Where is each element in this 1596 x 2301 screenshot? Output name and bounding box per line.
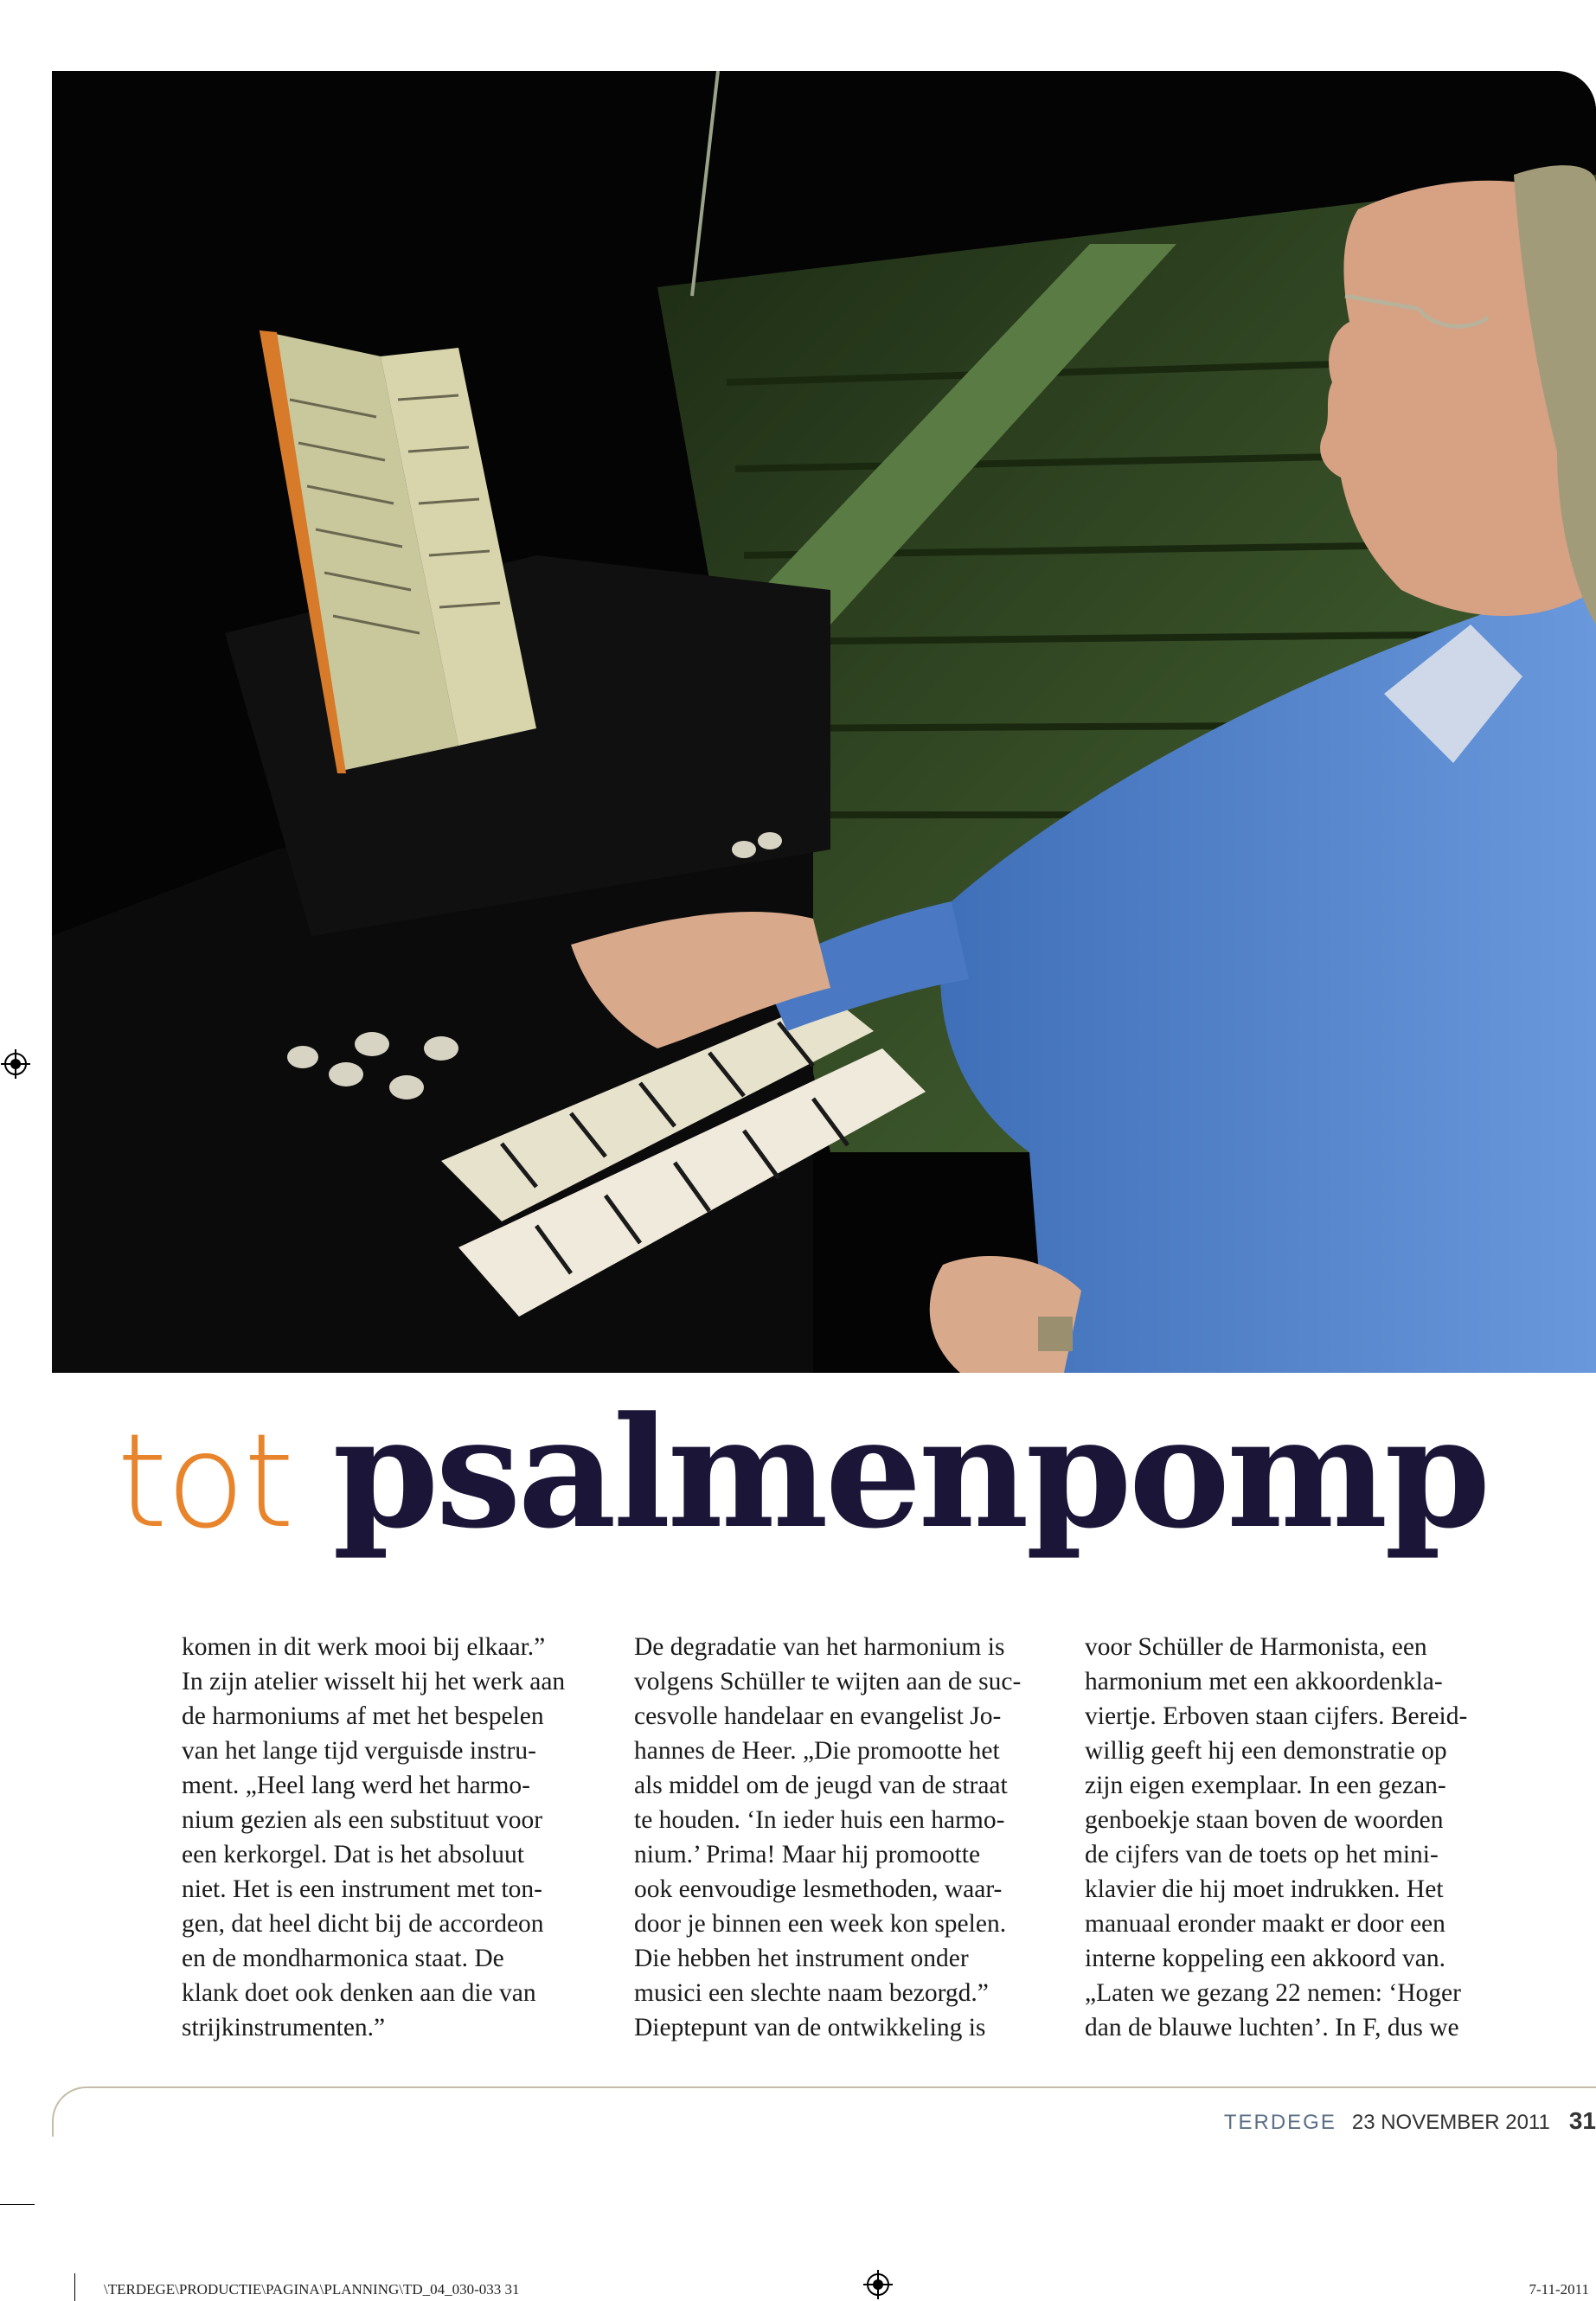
text-line: viertje. Erboven staan cijfers. Bereid- xyxy=(1085,1702,1468,1730)
text-line: een kerkorgel. Dat is het absoluut xyxy=(182,1841,524,1868)
text-line: nium gezien als een substituut voor xyxy=(182,1806,543,1834)
text-line: In zijn atelier wisselt hij het werk aan xyxy=(182,1668,566,1695)
text-line: cesvolle handelaar en evangelist Jo- xyxy=(634,1702,1002,1730)
text-line: Dieptepunt van de ontwikkeling is xyxy=(634,2014,986,2041)
text-line: en de mondharmonica staat. De xyxy=(182,1945,504,1972)
text-line: Die hebben het instrument onder xyxy=(634,1945,969,1972)
text-line: door je binnen een week kon spelen. xyxy=(634,1910,1007,1938)
text-line: „Laten we gezang 22 nemen: ‘Hoger xyxy=(1085,1979,1461,2007)
text-line: willig geeft hij een demonstratie op xyxy=(1085,1737,1447,1765)
text-line: niet. Het is een instrument met ton- xyxy=(182,1875,543,1903)
headline-bold-word: psalmenpomp xyxy=(332,1383,1488,1562)
text-line: genboekje staan boven de woorden xyxy=(1085,1806,1444,1834)
text-line: volgens Schüller te wijten aan de suc- xyxy=(634,1668,1022,1695)
text-line: nium.’ Prima! Maar hij promootte xyxy=(634,1841,981,1868)
text-line: de harmoniums af met het bespelen xyxy=(182,1702,544,1730)
text-line: interne koppeling een akkoord van. xyxy=(1085,1945,1445,1972)
page-number: 31 xyxy=(1568,2107,1596,2134)
headline-light-word: tot xyxy=(117,1407,293,1557)
slug-date: 7-11-2011 xyxy=(1529,2281,1589,2298)
text-line: klank doet ook denken aan die van xyxy=(182,1979,536,2007)
text-line: de cijfers van de toets op het mini- xyxy=(1085,1841,1439,1868)
text-line: ook eenvoudige lesmethoden, waar- xyxy=(634,1875,1003,1903)
body-column-2 xyxy=(634,1630,1067,2045)
text-line: harmonium met een akkoordenkla- xyxy=(1085,1668,1443,1695)
trim-mark xyxy=(0,2204,35,2205)
issue-date: 23 NOVEMBER 2011 xyxy=(1351,2111,1550,2134)
text-line: dan de blauwe luchten’. In F, dus we xyxy=(1085,2014,1459,2041)
text-line: van het lange tijd verguisde instru- xyxy=(182,1737,536,1765)
text-line: als middel om de jeugd van de straat xyxy=(634,1772,1008,1799)
text-line: strijkinstrumenten.” xyxy=(182,2014,386,2041)
page-folio xyxy=(1224,2104,1596,2138)
registration-mark-icon xyxy=(1,1049,30,1079)
publication-name: TERDEGE xyxy=(1223,2111,1336,2134)
body-column-3 xyxy=(1085,1630,1517,2045)
trim-mark xyxy=(74,2273,75,2301)
article-photo xyxy=(52,71,1596,1373)
harmonium-player-illustration xyxy=(52,71,1596,1373)
text-line: ment. „Heel lang werd het harmo- xyxy=(182,1772,531,1799)
text-line: zijn eigen exemplaar. In een gezan- xyxy=(1085,1772,1446,1799)
body-column-1 xyxy=(182,1630,614,2045)
text-line: gen, dat heel dicht bij de accordeon xyxy=(182,1910,544,1938)
text-line: te houden. ‘In ieder huis een harmo- xyxy=(634,1806,1005,1834)
text-line: manuaal eronder maakt er door een xyxy=(1085,1910,1445,1938)
text-line: De degradatie van het harmonium is xyxy=(634,1633,1005,1661)
registration-mark-icon xyxy=(863,2270,893,2299)
text-line: komen in dit werk mooi bij elkaar.” xyxy=(182,1633,546,1661)
slug-path: \TERDEGE\PRODUCTIE\PAGINA\PLANNING\TD_04_030-033 31 xyxy=(104,2281,520,2298)
text-line: musici een slechte naam bezorgd.” xyxy=(634,1979,989,2007)
text-line: hannes de Heer. „Die promootte het xyxy=(634,1737,1000,1765)
text-line: klavier die hij moet indrukken. Het xyxy=(1085,1875,1444,1903)
article-headline xyxy=(117,1383,1587,1605)
text-line: voor Schüller de Harmonista, een xyxy=(1085,1633,1427,1661)
